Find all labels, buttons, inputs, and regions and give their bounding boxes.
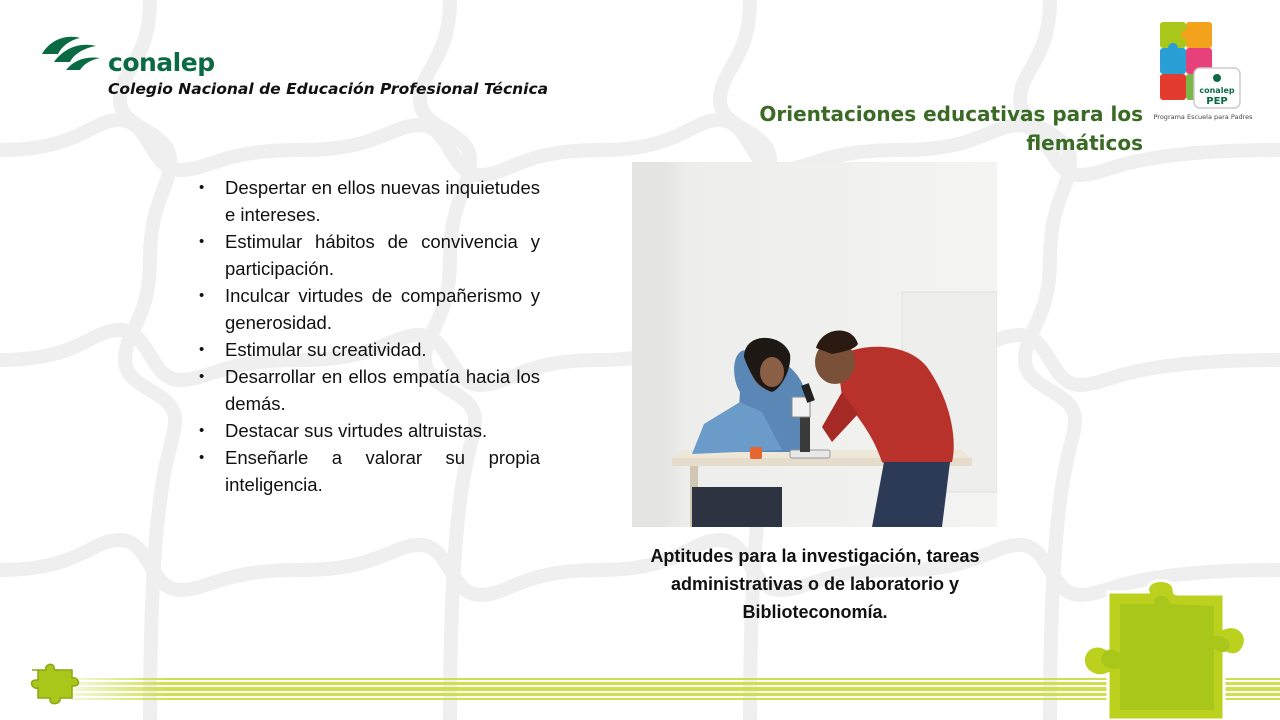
pep-acronym: PEP (1206, 96, 1228, 107)
pep-caption: Programa Escuela para Padres (1153, 113, 1253, 121)
bullet-dot-icon: • (199, 179, 205, 196)
conalep-emblem-icon (40, 32, 104, 74)
students-microscope-photo (632, 162, 997, 527)
bullet-dot-icon: • (199, 368, 205, 385)
bullet-dot-icon: • (199, 422, 205, 439)
bullet-text: Enseñarle a valorar su propia inteligencia. (225, 447, 540, 495)
pep-brand-word: conalep (1199, 86, 1235, 95)
bullet-item (196, 336, 540, 363)
bullet-text: Destacar sus virtudes altruistas. (225, 420, 488, 441)
brand-subtitle: Colegio Nacional de Educación Profesional Técnica (108, 80, 549, 98)
photo-caption: Aptitudes para la investigación, tareas administrativas o de laboratorio y Biblioteconomía. (650, 546, 980, 622)
slide-title: Orientaciones educativas para los flemáticos (759, 102, 1143, 155)
bullet-text: Inculcar virtudes de compañerismo y generosidad. (225, 285, 540, 333)
puzzle-piece-icon (1074, 578, 1266, 720)
puzzle-piece-icon (26, 660, 86, 706)
bullet-dot-icon: • (199, 233, 205, 250)
pep-logo (1150, 18, 1250, 122)
bullet-item (196, 444, 540, 498)
bullet-list (196, 174, 540, 498)
bullet-item (196, 282, 540, 336)
bullet-dot-icon: • (199, 341, 205, 358)
bullet-dot-icon: • (199, 449, 205, 466)
bullet-item (196, 174, 540, 228)
bullet-text: Estimular hábitos de convivencia y participación. (225, 231, 540, 279)
conalep-logo (40, 32, 549, 102)
bullet-item (196, 228, 540, 282)
brand-wordmark: conalep (108, 48, 215, 77)
bullet-text: Despertar en ellos nuevas inquietudes e intereses. (225, 177, 540, 225)
bullet-text: Estimular su creatividad. (225, 339, 427, 360)
bullet-text: Desarrollar en ellos empatía hacia los demás. (225, 366, 540, 414)
bullet-item (196, 417, 540, 444)
bullet-item (196, 363, 540, 417)
bullet-dot-icon: • (199, 287, 205, 304)
